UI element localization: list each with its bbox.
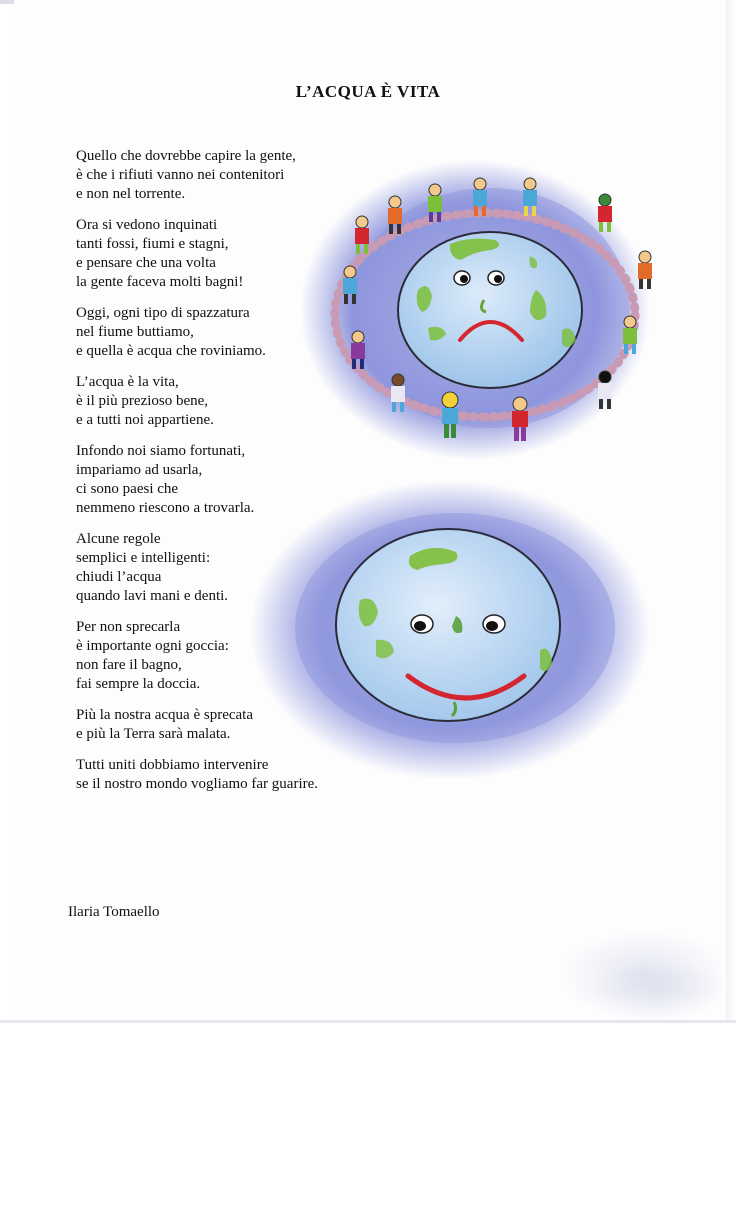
poem-line: è il più prezioso bene, [76,393,209,409]
poem-line: chiudi l’acqua [76,569,162,585]
poem-line: nel fiume buttiamo, [76,324,194,340]
poem-line: impariamo ad usarla, [76,462,203,478]
poem-line: e pensare che una volta [76,255,216,271]
poem-line: fai sempre la doccia. [76,676,201,692]
crayon-smudge [590,960,730,1020]
poem-line: non fare il bagno, [76,657,182,673]
poem-line: ci sono paesi che [76,481,179,497]
poem-line: e più la Terra sarà malata. [76,726,231,742]
poem-line: Tutti uniti dobbiamo intervenire [76,757,269,773]
poem-line: tanti fossi, fiumi e stagni, [76,236,229,252]
poem-line: nemmeno riescono a trovarla. [76,500,255,516]
poem-line: Oggi, ogni tipo di spazzatura [76,305,250,321]
poem-title: L’ACQUA È VITA [295,82,441,101]
poem-line: è importante ogni goccia: [76,638,229,654]
poem-line: L’acqua è la vita, [76,374,179,390]
poem-line: Quello che dovrebbe capire la gente, [76,148,296,164]
poem-line: e a tutti noi appartiene. [76,412,214,428]
paper-right-edge [726,0,736,1022]
poem-line: Alcune regole [76,531,161,547]
poem-line: la gente faceva molti bagni! [76,274,244,290]
poem-line: Per non sprecarla [76,619,181,635]
happy-earth-icon [250,480,650,790]
scan-bottom-edge [0,1020,736,1023]
poem-line: semplici e intelligenti: [76,550,211,566]
poem-line: e non nel torrente. [76,186,186,202]
poem-line: Ora si vedono inquinati [76,217,218,233]
poem-line: Più la nostra acqua è sprecata [76,707,254,723]
poem-line: quando lavi mani e denti. [76,588,229,604]
poem-line: se il nostro mondo vogliamo far guarire. [76,776,319,792]
poem-line: e quella è acqua che roviniamo. [76,343,266,359]
poem-line: Infondo noi siamo fortunati, [76,443,246,459]
sad-earth-with-children-icon [300,160,680,480]
poem-author: Ilaria Tomaello [68,904,160,920]
poem-line: è che i rifiuti vanno nei contenitori [76,167,285,183]
